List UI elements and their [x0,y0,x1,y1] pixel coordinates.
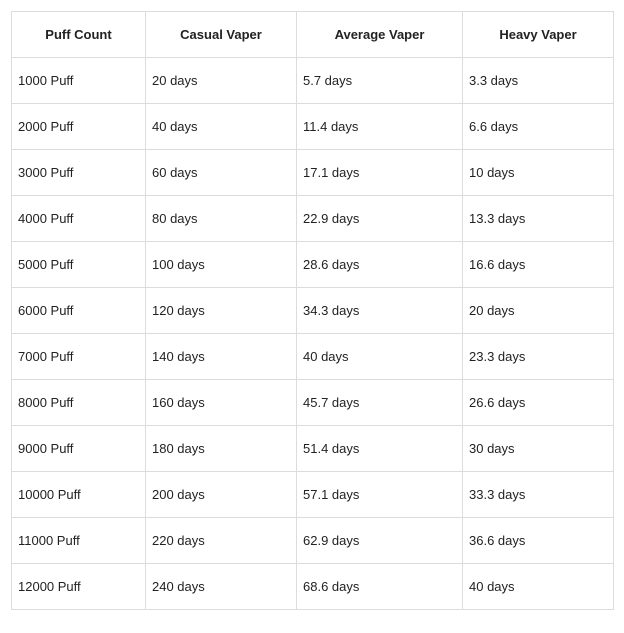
puff-duration-table [11,11,614,610]
cell-puff-count: 1000 Puff [12,58,146,104]
cell-puff-count: 9000 Puff [12,426,146,472]
cell-puff-count: 8000 Puff [12,380,146,426]
cell-heavy-vaper: 36.6 days [463,518,614,564]
table-header-row [12,12,614,58]
table-row [12,426,614,472]
cell-average-vaper: 34.3 days [297,288,463,334]
cell-casual-vaper: 240 days [146,564,297,610]
header-heavy-vaper: Heavy Vaper [463,12,614,58]
table-row [12,58,614,104]
cell-casual-vaper: 200 days [146,472,297,518]
cell-heavy-vaper: 40 days [463,564,614,610]
cell-puff-count: 3000 Puff [12,150,146,196]
table-row [12,472,614,518]
cell-average-vaper: 17.1 days [297,150,463,196]
cell-puff-count: 11000 Puff [12,518,146,564]
cell-heavy-vaper: 13.3 days [463,196,614,242]
table-row [12,288,614,334]
cell-average-vaper: 51.4 days [297,426,463,472]
cell-puff-count: 4000 Puff [12,196,146,242]
cell-puff-count: 10000 Puff [12,472,146,518]
table-row [12,564,614,610]
cell-casual-vaper: 120 days [146,288,297,334]
table-row [12,104,614,150]
cell-heavy-vaper: 30 days [463,426,614,472]
cell-average-vaper: 45.7 days [297,380,463,426]
cell-puff-count: 12000 Puff [12,564,146,610]
cell-average-vaper: 57.1 days [297,472,463,518]
cell-puff-count: 7000 Puff [12,334,146,380]
cell-heavy-vaper: 33.3 days [463,472,614,518]
table-row [12,518,614,564]
cell-heavy-vaper: 3.3 days [463,58,614,104]
header-casual-vaper: Casual Vaper [146,12,297,58]
table-row [12,380,614,426]
cell-heavy-vaper: 6.6 days [463,104,614,150]
cell-heavy-vaper: 16.6 days [463,242,614,288]
cell-puff-count: 6000 Puff [12,288,146,334]
cell-heavy-vaper: 26.6 days [463,380,614,426]
cell-casual-vaper: 60 days [146,150,297,196]
cell-casual-vaper: 100 days [146,242,297,288]
cell-average-vaper: 68.6 days [297,564,463,610]
cell-average-vaper: 28.6 days [297,242,463,288]
cell-average-vaper: 11.4 days [297,104,463,150]
cell-heavy-vaper: 10 days [463,150,614,196]
table-row [12,150,614,196]
cell-casual-vaper: 180 days [146,426,297,472]
cell-casual-vaper: 20 days [146,58,297,104]
cell-casual-vaper: 160 days [146,380,297,426]
table-row [12,196,614,242]
cell-heavy-vaper: 23.3 days [463,334,614,380]
cell-puff-count: 5000 Puff [12,242,146,288]
cell-average-vaper: 22.9 days [297,196,463,242]
puff-duration-table-container [11,11,614,610]
cell-average-vaper: 5.7 days [297,58,463,104]
cell-casual-vaper: 40 days [146,104,297,150]
cell-casual-vaper: 220 days [146,518,297,564]
cell-average-vaper: 62.9 days [297,518,463,564]
header-puff-count: Puff Count [12,12,146,58]
table-row [12,242,614,288]
cell-casual-vaper: 140 days [146,334,297,380]
cell-average-vaper: 40 days [297,334,463,380]
table-row [12,334,614,380]
cell-casual-vaper: 80 days [146,196,297,242]
header-average-vaper: Average Vaper [297,12,463,58]
cell-puff-count: 2000 Puff [12,104,146,150]
cell-heavy-vaper: 20 days [463,288,614,334]
